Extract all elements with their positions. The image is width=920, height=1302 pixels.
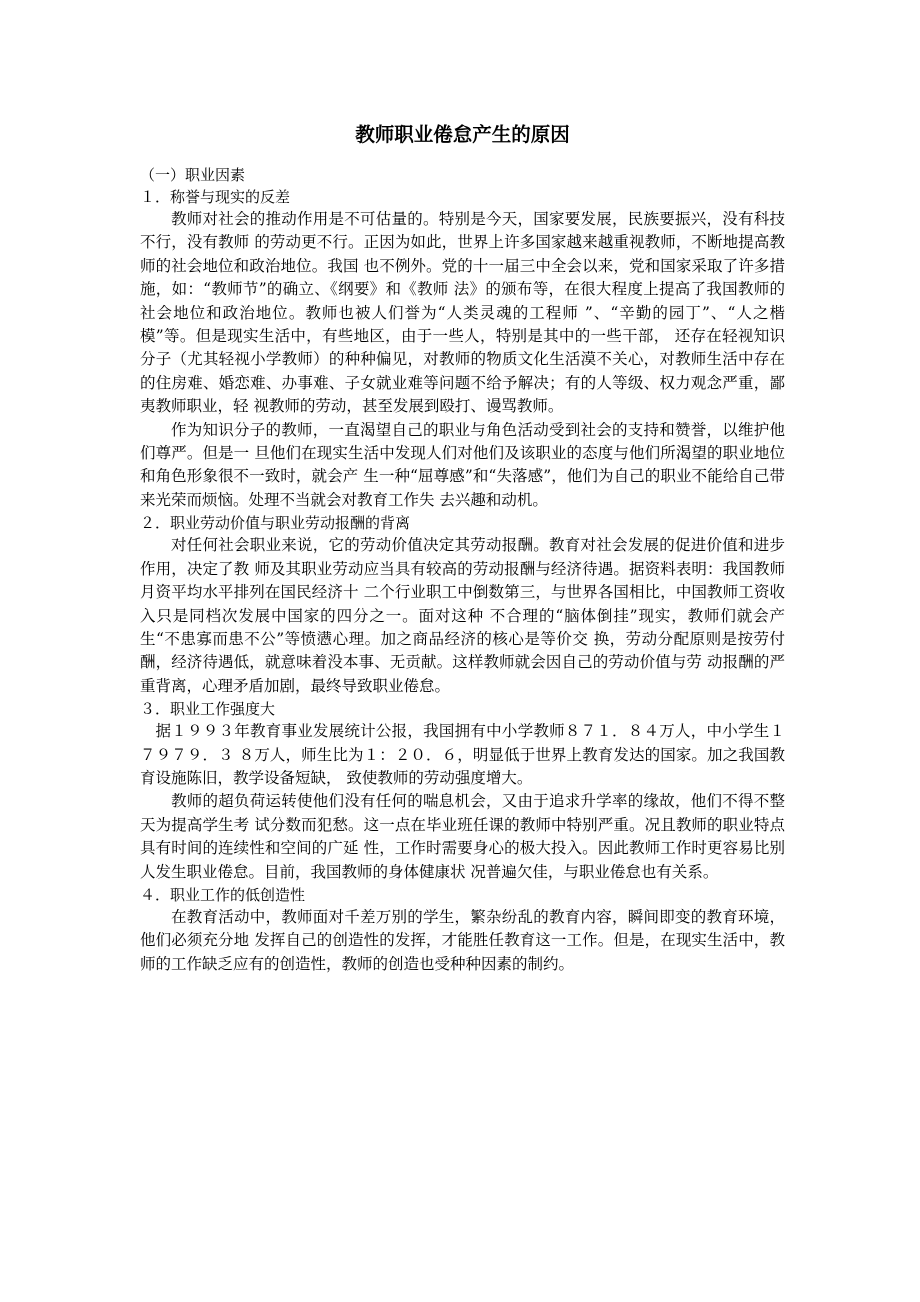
- paragraph-4-1: 在教育活动中，教师面对千差万别的学生，繁杂纷乱的教育内容，瞬间即变的教育环境，他们必须充分地 发挥自己的创造性的发挥，才能胜任教育这一工作。但是，在现实生活中，教师的工作缺乏应有的创造性，教师的创造也受种种因素的制约。: [140, 907, 785, 973]
- paragraph-2-1: 对任何社会职业来说，它的劳动价值决定其劳动报酬。教育对社会发展的促进价值和进步作用，决定了教 师及其职业劳动应当具有较高的劳动报酬与经济待遇。据资料表明：我国教师月资平均水平排列在国民经济十 二个行业职工中倒数第三，与世界各国相比，中国教师工资收入只是同档次发展中国家的四分之一。面对这种 不合理的“脑体倒挂”现实，教师们就会产生“不患寡而患不公”等愤懑心理。加之商品经济的核心是等价交 换，劳动分配原则是按劳付酬，经济待遇低，就意味着没本事、无贡献。这样教师就会因自己的劳动价值与劳 动报酬的严重背离，心理矛盾加剧，最终导致职业倦怠。: [140, 536, 785, 695]
- subsection-heading-2: ２．职业劳动价值与职业劳动报酬的背离: [140, 514, 411, 533]
- paragraph-1-1: 教师对社会的推动作用是不可估量的。特别是今天，国家要发展，民族要振兴，没有科技不行，没有教师 的劳动更不行。正因为如此，世界上许多国家越来越重视教师，不断地提高教师的社会地位和政治地位。我国 也不例外。党的十一届三中全会以来，党和国家采取了许多措施，如：“教师节”的确立、《纲要》和《教师 法》的颁布等，在很大程度上提高了我国教师的社会地位和政治地位。教师也被人们誉为“人类灵魂的工程师 ”、“辛勤的园丁”、“人之楷模”等。但是现实生活中，有些地区，由于一些人，特别是其中的一些干部， 还存在轻视知识分子（尤其轻视小学教师）的种种偏见，对教师的物质文化生活漠不关心，对教师生活中存在 的住房难、婚恋难、办事难、子女就业难等问题不给予解决；有的人等级、权力观念严重，鄙夷教师职业，轻 视教师的劳动，甚至发展到殴打、谩骂教师。: [140, 210, 785, 416]
- paragraph-1-2: 作为知识分子的教师，一直渴望自己的职业与角色活动受到社会的支持和赞誉，以维护他们尊严。但是一 旦他们在现实生活中发现人们对他们及该职业的态度与他们所渴望的职业地位和角色形象很不一致时，就会产 生一种“屈尊感”和“失落感”，他们为自己的职业不能给自己带来光荣而烦恼。处理不当就会对教育工作失 去兴趣和动机。: [140, 420, 785, 509]
- paragraph-3-1: 据１９９３年教育事业发展统计公报，我国拥有中小学教师８７１．８４万人，中小学生１７９７９．３ ８万人，师生比为１：２０．６，明显低于世界上教育发达的国家。加之我国教育设施陈旧，教学设备短缺， 致使教师的劳动强度增大。: [140, 722, 785, 787]
- section-heading: （一）职业因素: [140, 166, 246, 184]
- subsection-heading-3: ３．职业工作强度大: [140, 700, 276, 719]
- subsection-heading-4: ４．职业工作的低创造性: [140, 885, 306, 904]
- document-title: 教师职业倦怠产生的原因: [355, 123, 570, 146]
- paragraph-3-2: 教师的超负荷运转使他们没有任何的喘息机会，又由于追求升学率的缘故，他们不得不整天为提高学生考 试分数而犯愁。这一点在毕业班任课的教师中特别严重。况且教师的职业特点具有时间的连续性和空间的广延 性，工作时需要身心的极大投入。因此教师工作时更容易比别人发生职业倦怠。目前，我国教师的身体健康状 况普遍欠佳，与职业倦怠也有关系。: [140, 792, 785, 881]
- subsection-heading-1: １．称誉与现实的反差: [140, 188, 291, 206]
- document-page: [140, 118, 785, 976]
